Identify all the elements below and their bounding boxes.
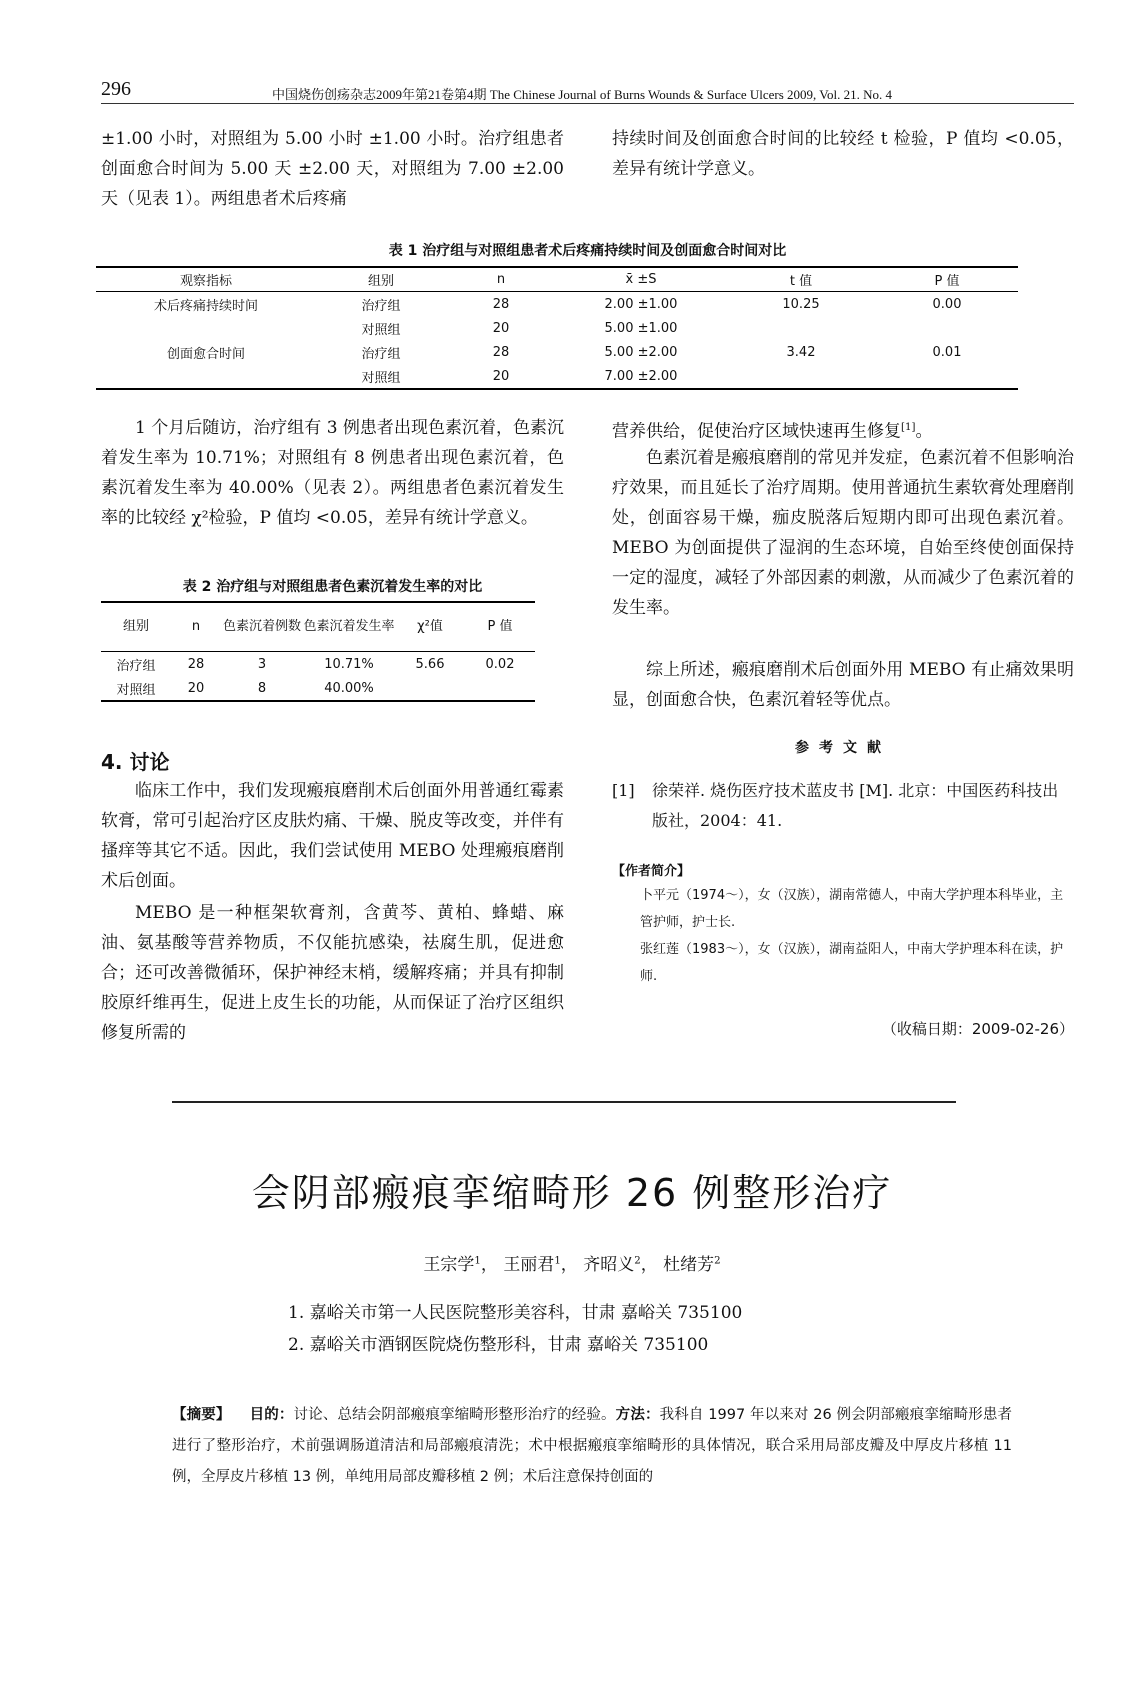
author-list: 王宗学$^1$， 王丽君$^1$， 齐昭义$^2$， 杜绪芳$^2$ (423, 1255, 721, 1275)
table-cell: 对照组 (361, 322, 401, 338)
table-cell: 10.25 (782, 296, 820, 312)
abstract-label: 【摘要】 (172, 1407, 231, 1423)
author-bio-2: 张红莲（1983～），女（汉族），湖南益阳人，中南大学护理本科在读，护师. (640, 942, 1064, 984)
author-affiliation-mark: 2 (714, 1255, 721, 1267)
table-cell: 治疗组 (361, 346, 401, 362)
abstract-aim: 讨论、总结会阴部瘢痕挛缩畸形整形治疗的经验。 (293, 1407, 616, 1423)
table1-caption: 表 1 治疗组与对照组患者术后疼痛持续时间及创面愈合时间对比 (388, 243, 787, 259)
header-rule (101, 103, 1074, 104)
discussion-paragraph-1: 临床工作中，我们发现瘢痕磨削术后创面外用普通红霉素软膏，常可引起治疗区皮肤灼痛、干燥、脱皮等改变，并伴有搔痒等其它不适。因此，我们尝试使用 MEBO 处理瘢痕磨削术后创面。 (101, 781, 564, 891)
top-left-paragraph: ±1.00 小时，对照组为 5.00 小时 ±1.00 小时。治疗组患者创面愈合时间为 5.00 天 ±2.00 天，对照组为 7.00 ±2.00 天（见表 1）。两组患者术后疼痛 (101, 129, 564, 209)
abstract-aim-label: 目的： (249, 1407, 294, 1423)
table-cell: 0.01 (932, 344, 962, 360)
affiliation-1: 1. 嘉峪关市第一人民医院整形美容科，甘肃 嘉峪关 735100 (288, 1303, 743, 1323)
right-paragraph-1 (612, 413, 1074, 447)
discussion-heading: 4. 讨论 (101, 750, 170, 774)
discussion-paragraph-2: MEBO 是一种框架软膏剂，含黄芩、黄柏、蜂蜡、麻油、氨基酸等营养物质，不仅能抗感染，祛腐生肌，促进愈合；还可改善微循环，保护神经末梢，缓解疼痛；并具有抑制胶原纤维再生，促进上皮生长的功能，从而保证了治疗区组织修复所需的 (101, 903, 564, 1043)
table-cell: 5.00 ±2.00 (604, 344, 678, 360)
table2-header: 色素沉着发生率 (303, 602, 395, 652)
table1-header: 观察指标 (96, 267, 316, 292)
abstract-method-label: 方法： (615, 1407, 660, 1423)
table-cell: 0.00 (932, 296, 962, 312)
affiliation-2: 2. 嘉峪关市酒钢医院烧伤整形科，甘肃 嘉峪关 735100 (288, 1335, 709, 1355)
table1-header: P 值 (876, 267, 1018, 292)
table-row (96, 364, 1018, 389)
table-row (101, 652, 535, 677)
table-cell: 术后疼痛持续时间 (153, 298, 258, 314)
table-cell: 3 (257, 656, 267, 672)
table2-header: n (171, 602, 221, 652)
table-cell: 3.42 (786, 344, 816, 360)
table-cell: 20 (187, 680, 205, 696)
author-name: 王宗学 (423, 1255, 475, 1275)
table-cell: 5.66 (415, 656, 445, 672)
author-affiliation-mark: 2 (634, 1255, 641, 1267)
references-heading: 参考文献 (795, 740, 891, 756)
table-cell: 对照组 (116, 682, 156, 698)
article-separator (172, 1101, 956, 1103)
table1 (96, 266, 1018, 390)
table-cell (726, 364, 876, 389)
table2-header: P 值 (465, 602, 535, 652)
table-row (96, 292, 1018, 317)
table-cell (876, 364, 1018, 389)
running-title: 中国烧伤创疡杂志2009年第21卷第4期 The Chinese Journal of Burns Wounds & Surface Ulcers 2009, Vol. 21. No. 4 (272, 87, 893, 102)
author-affiliation-mark: 1 (474, 1255, 481, 1267)
table1-header: 组别 (316, 267, 446, 292)
table2-header: 组别 (101, 602, 171, 652)
table-cell: 对照组 (361, 370, 401, 386)
table-cell: 2.00 ±1.00 (604, 296, 678, 312)
table2-header: 色素沉着例数 (221, 602, 303, 652)
table-cell: 20 (492, 368, 510, 384)
table2 (101, 601, 535, 702)
followup-paragraph: 1 个月后随访，治疗组有 3 例患者出现色素沉着，色素沉着发生率为 10.71%；对照组有 8 例患者出现色素沉着，色素沉着发生率为 40.00%（见表 2）。两组患者色素沉着发生率的比较经 χ²检验，P 值均 <0.05，差异有统计学意义。 (101, 418, 564, 528)
table-cell: 0.02 (485, 656, 515, 672)
citation: [1] (901, 422, 916, 433)
abstract (172, 1400, 1012, 1493)
table-row (96, 340, 1018, 364)
table-cell: 创面愈合时间 (166, 346, 245, 362)
table-row (101, 676, 535, 701)
table-cell (876, 316, 1018, 340)
table-cell: 28 (187, 656, 205, 672)
table-cell: 28 (492, 344, 510, 360)
received-date: （收稿日期：2009-02-26） (881, 1020, 1074, 1038)
author-bio-1: 卜平元（1974～），女（汉族），湖南常德人，中南大学护理本科毕业，主管护师，护士长. (640, 888, 1064, 930)
author-name: 齐昭义 (583, 1255, 635, 1275)
reference-1: 徐荣祥. 烧伤医疗技术蓝皮书 [M]. 北京：中国医药科技出版社，2004：41. (652, 781, 1059, 830)
right-paragraph-3: 综上所述，瘢痕磨削术后创面外用 MEBO 有止痛效果明显，创面愈合快，色素沉着轻等优点。 (612, 660, 1074, 710)
table-cell: 8 (257, 680, 267, 696)
table1-header: n (446, 267, 556, 292)
table-cell (395, 676, 465, 701)
table1-header: t 值 (726, 267, 876, 292)
right-paragraph-1-text: 营养供给，促使治疗区域快速再生修复 (612, 421, 901, 442)
table-cell (726, 316, 876, 340)
table-cell: 10.71% (324, 656, 374, 672)
top-right-paragraph: 持续时间及创面愈合时间的比较经 t 检验，P 值均 <0.05，差异有统计学意义。 (612, 129, 1074, 179)
table2-caption: 表 2 治疗组与对照组患者色素沉着发生率的对比 (182, 579, 483, 595)
author-name: 王丽君 (503, 1255, 555, 1275)
table-cell: 20 (492, 320, 510, 336)
table1-header: x̄ ±S (556, 267, 726, 292)
table2-header: χ²值 (395, 602, 465, 652)
table-cell: 40.00% (324, 680, 374, 696)
table-cell (465, 676, 535, 701)
author-name: 杜绪芳 (663, 1255, 715, 1275)
table-row (96, 316, 1018, 340)
table-cell (96, 364, 316, 389)
table-cell: 28 (492, 296, 510, 312)
table-cell (96, 316, 316, 340)
right-paragraph-1-end: 。 (915, 421, 933, 442)
page-number: 296 (101, 78, 131, 100)
right-paragraph-2: 色素沉着是瘢痕磨削的常见并发症，色素沉着不但影响治疗效果，而且延长了治疗周期。使用普通抗生素软膏处理磨削处，创面容易干燥，痂皮脱落后短期内即可出现色素沉着。MEBO 为创面提供了湿润的生态环境，自始至终使创面保持一定的湿度，减轻了外部因素的刺激，从而减少了色素沉着的发生率。 (612, 448, 1074, 618)
table-cell: 7.00 ±2.00 (604, 368, 678, 384)
author-affiliation-mark: 1 (554, 1255, 561, 1267)
table-cell: 5.00 ±1.00 (604, 320, 678, 336)
author-bio-heading: 【作者简介】 (612, 864, 691, 879)
table-cell: 治疗组 (361, 298, 401, 314)
table-cell: 治疗组 (116, 658, 156, 674)
abstract-method: 我科自 1997 年以来对 26 例会阴部瘢痕挛缩畸形患者进行了整形治疗，术前强调肠道清洁和局部瘢痕清洗；术中根据瘢痕挛缩畸形的具体情况，联合采用局部皮瓣及中厚皮片移植 11 例，全厚皮片移植 13 例，单纯用局部皮瓣移植 2 例；术后注意保持创面的 (172, 1407, 1013, 1485)
reference-number: [1] (612, 781, 635, 800)
article-title: 会阴部瘢痕挛缩畸形 26 例整形治疗 (251, 1171, 893, 1215)
